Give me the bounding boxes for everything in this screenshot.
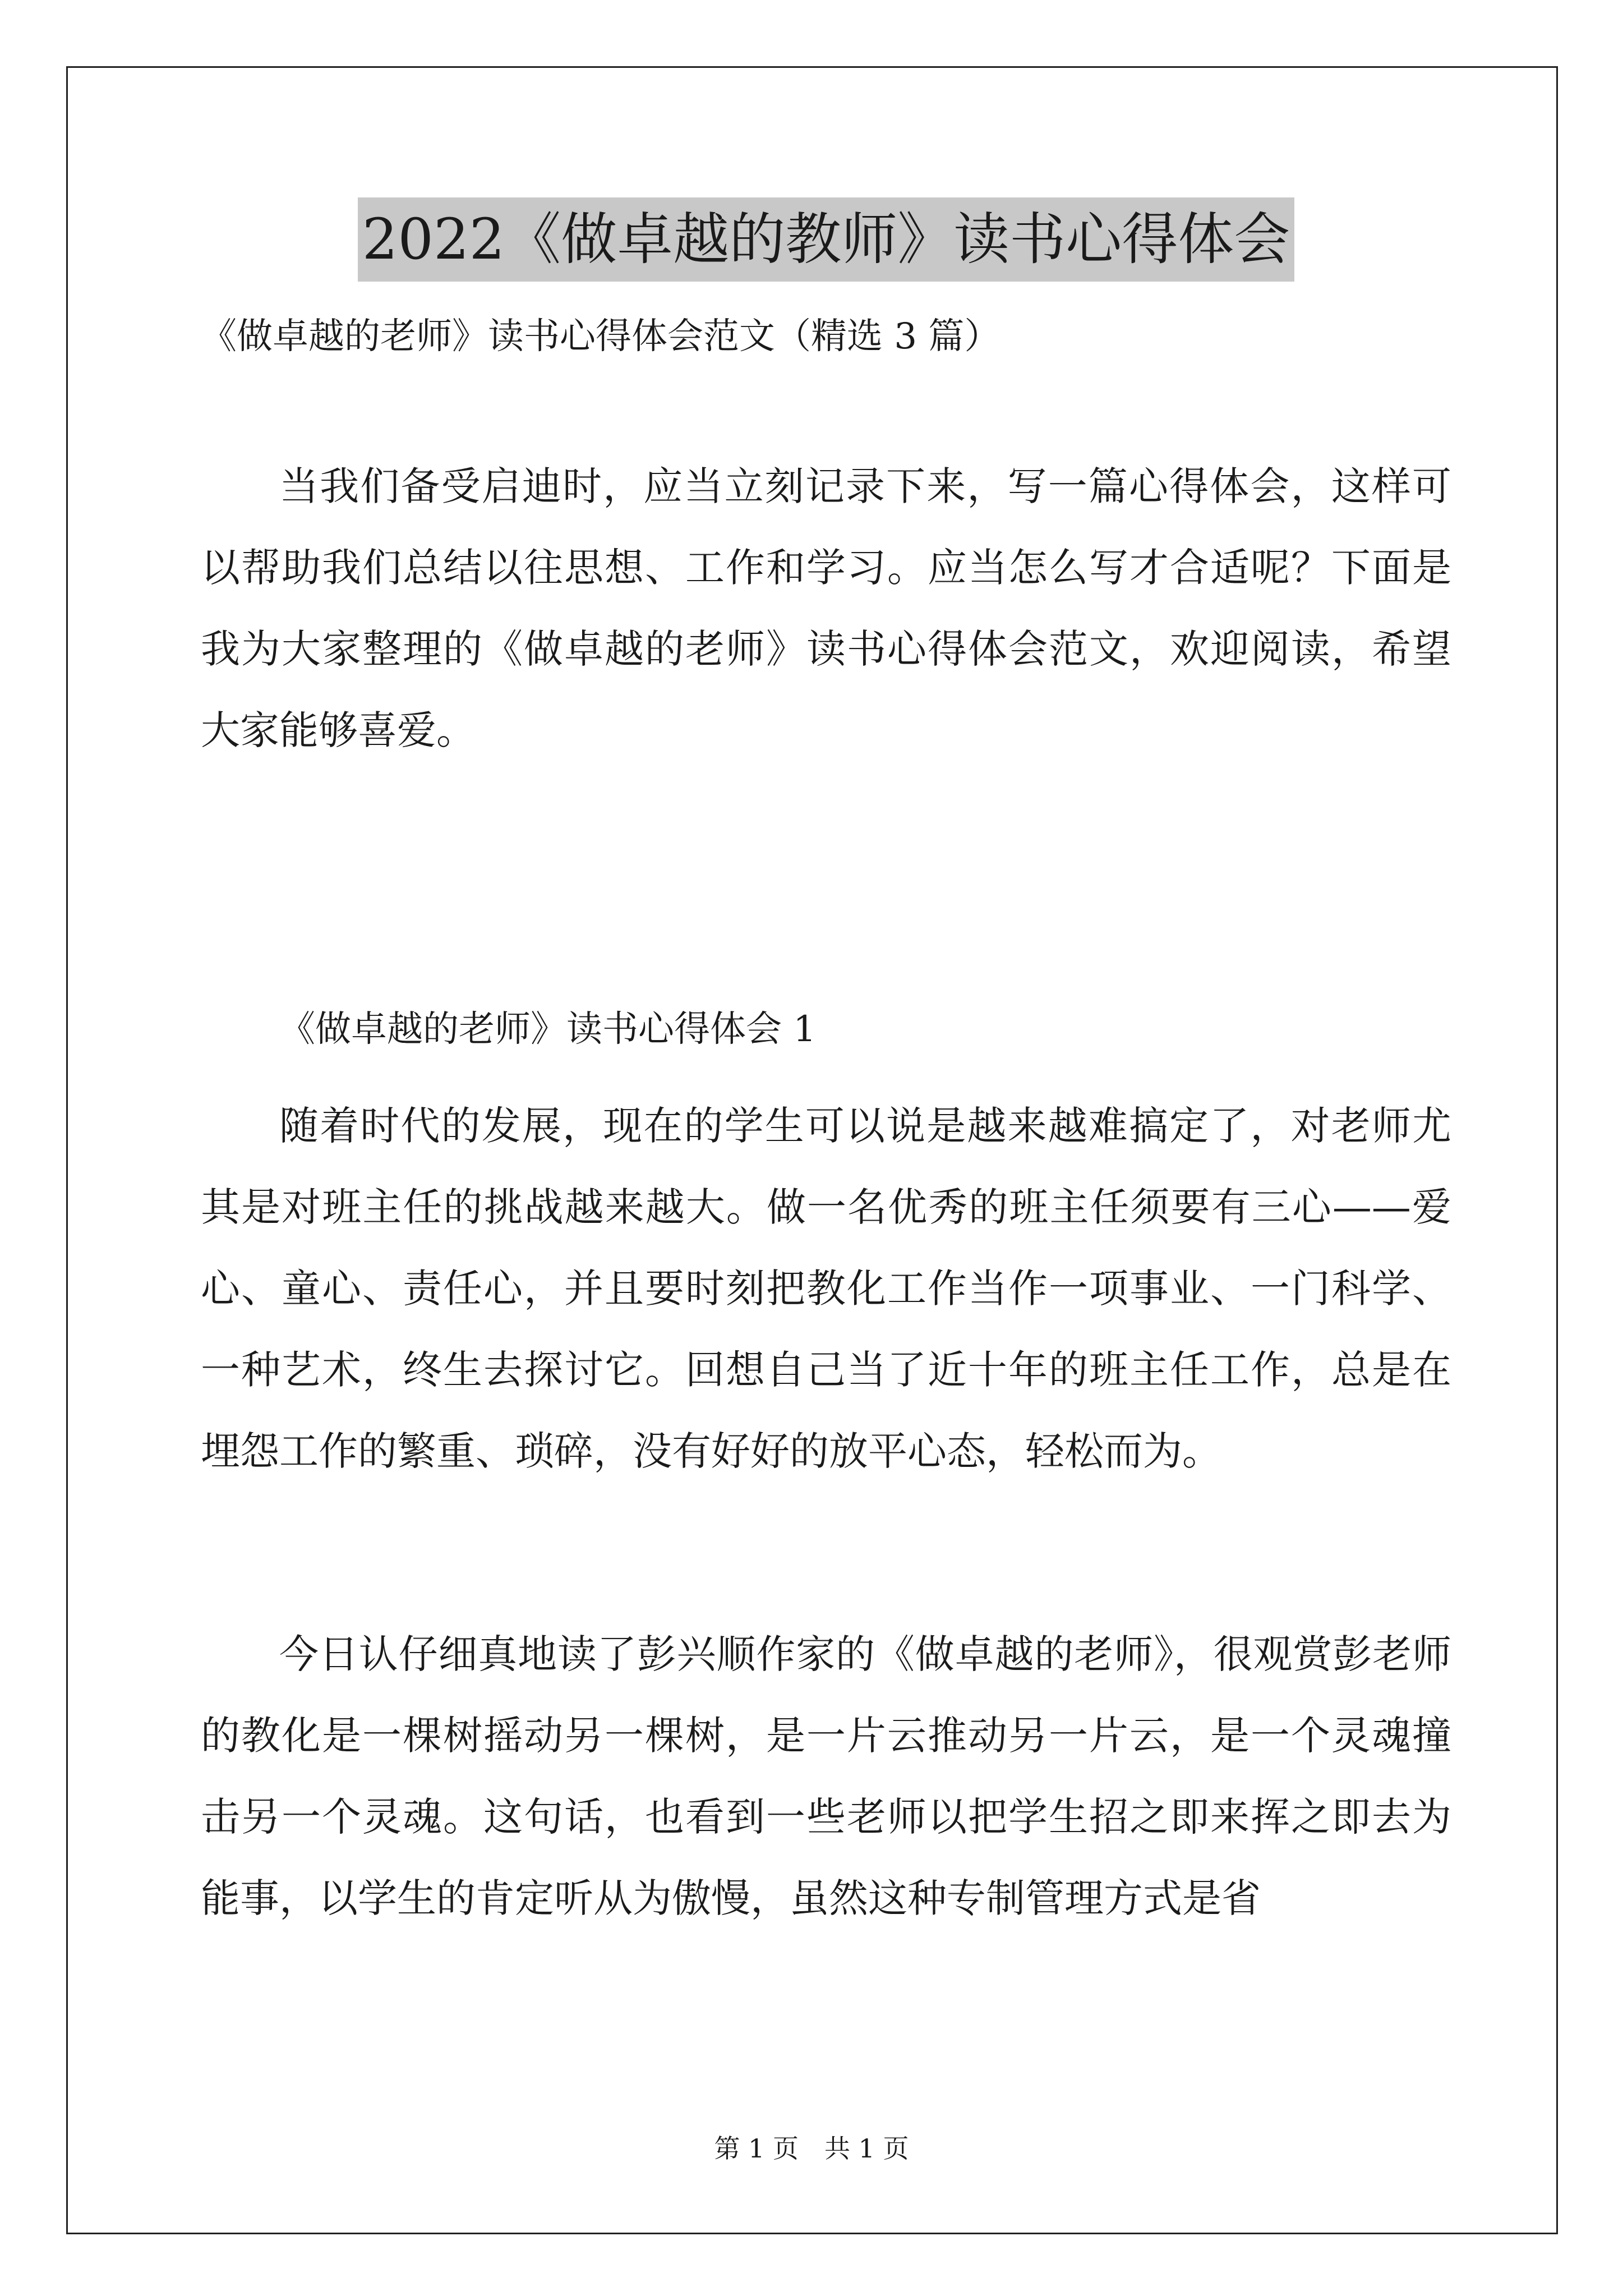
title-block (201, 197, 1451, 282)
section-paragraph: 随着时代的发展，现在的学生可以说是越来越难搞定了，对老师尤其是对班主任的挑战越来越大。做一名优秀的班主任须要有三心——爱心、童心、责任心，并且要时刻把教化工作当作一项事业、一门科学、一种艺术，终生去探讨它。回想自己当了近十年的班主任工作，总是在埋怨工作的繁重、琐碎，没有好好的放平心态，轻松而为。 (201, 1103, 1451, 1474)
document-subtitle: 《做卓越的老师》读书心得体会范文（精选 3 篇） (201, 316, 1000, 357)
section-heading: 《做卓越的老师》读书心得体会 1 (279, 1009, 817, 1050)
document-title: 2022《做卓越的教师》读书心得体会 (358, 197, 1295, 282)
intro-paragraph: 当我们备受启迪时，应当立刻记录下来，写一篇心得体会，这样可以帮助我们总结以往思想、工作和学习。应当怎么写才合适呢？下面是我为大家整理的《做卓越的老师》读书心得体会范文，欢迎阅读，希望大家能够喜爱。 (201, 463, 1451, 753)
section-paragraph: 今日认仔细真地读了彭兴顺作家的《做卓越的老师》，很观赏彭老师的教化是一棵树摇动另一棵树，是一片云推动另一片云，是一个灵魂撞击另一个灵魂。这句话，也看到一些老师以把学生招之即来挥之即去为能事，以学生的肯定听从为傲慢，虽然这种专制管理方式是省 (201, 1631, 1451, 1921)
page-footer: 第 1 页 共 1 页 (714, 2133, 909, 2164)
